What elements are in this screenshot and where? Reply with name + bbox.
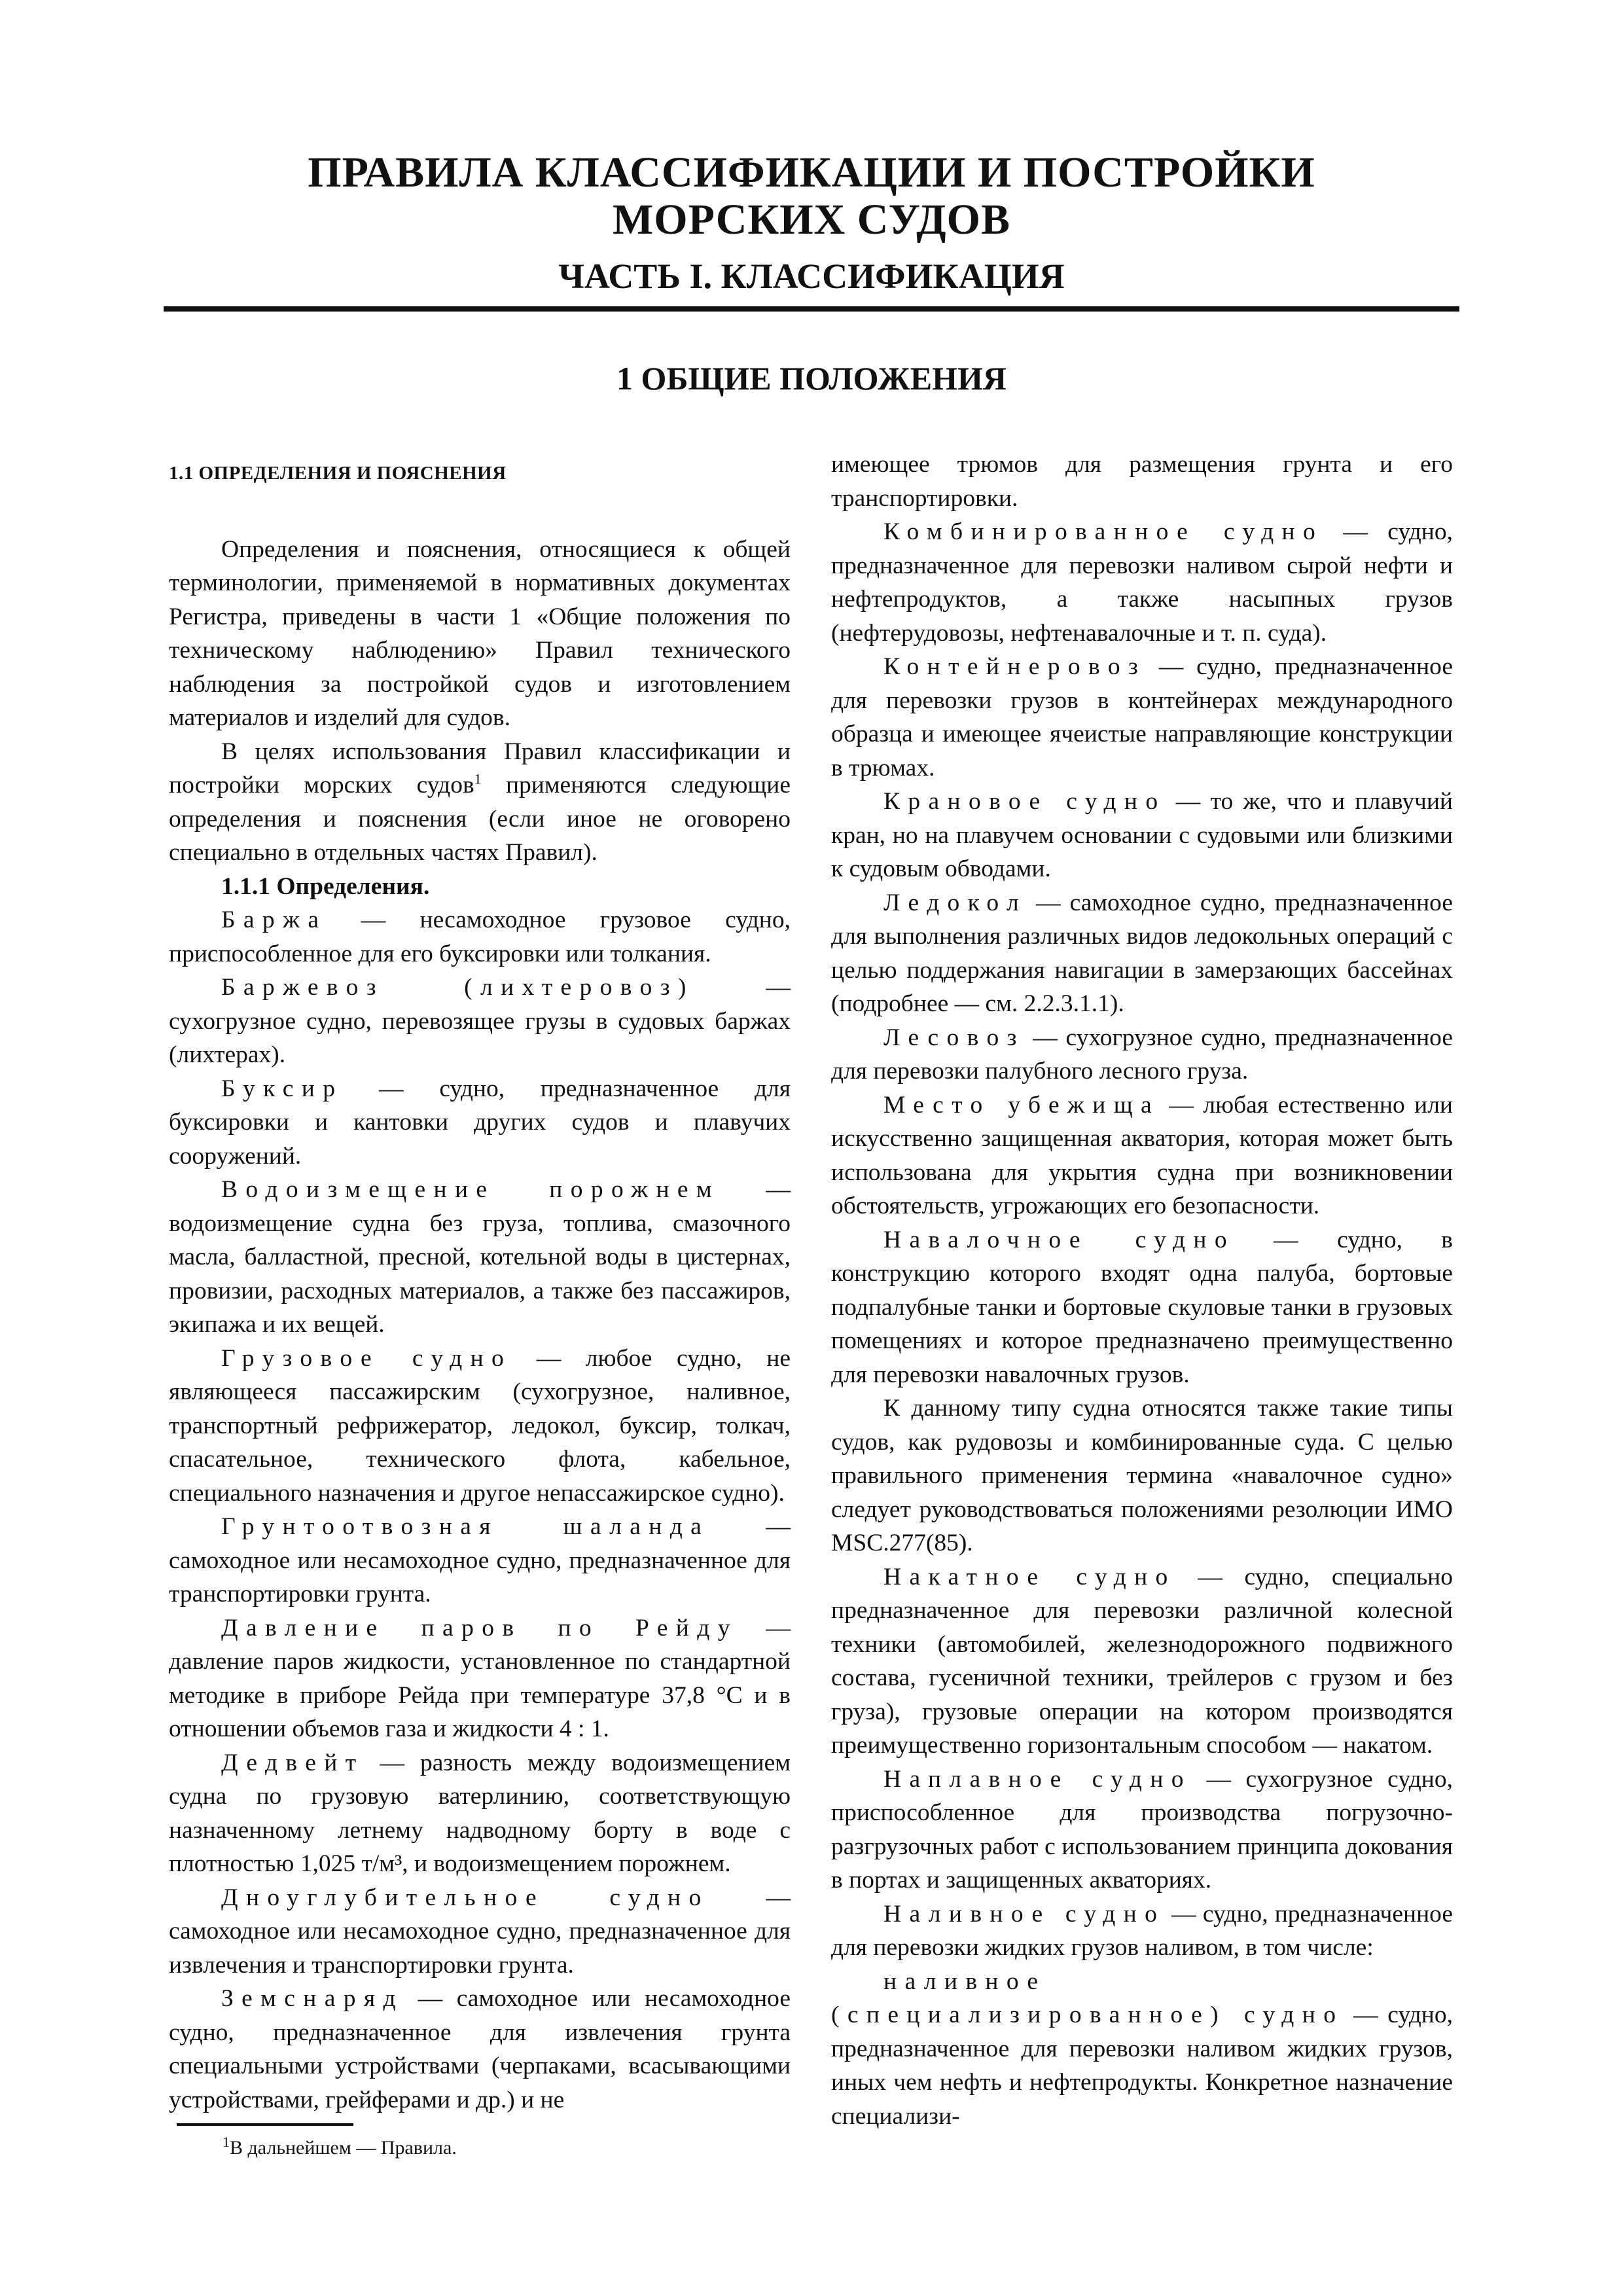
- part-title: ЧАСТЬ I. КЛАССИФИКАЦИЯ: [558, 257, 1065, 296]
- term: Баржа: [221, 906, 327, 933]
- paragraph-note: К данному типу судна относятся также такие типы судов, как рудовозы и комбинированные суда. С целью правильного применения термина «навалочное судно» следует руководствоваться положениями резолюции ИМО MSC.277(85).: [831, 1395, 1453, 1556]
- term: Дедвейт: [221, 1749, 365, 1776]
- definition: Водоизмещение порожнем — водоизмещение судна без груза, топлива, смазочного масла, балластной, пресной, котельной воды в цистернах, провизии, расходных материалов, а также без пассажиров, экипажа и их вещей.: [169, 1176, 791, 1338]
- term: Комбинированное судно: [883, 518, 1324, 545]
- title-rule: [164, 306, 1459, 312]
- definition: Место убежища — любая естественно или искусственно защищенная акватория, которая может быть использована для укрытия судна при возникновении обстоятельств, угрожающих его безопасности.: [831, 1091, 1453, 1219]
- definition: Накатное судно — судно, специально предназначенное для перевозки различной колесной техники (автомобилей, железнодорожного подвижного состава, гусеничной техники, трейлеров с грузом и без груза), грузовые операции на котором производятся преимущественно горизонтальным способом — накатом.: [831, 1563, 1453, 1759]
- term: Место убежища: [883, 1091, 1160, 1119]
- section-title: 1 ОБЩИЕ ПОЛОЖЕНИЯ: [616, 360, 1007, 397]
- definition: Буксир — судно, предназначенное для буксировки и кантовки других судов и плавучих сооружений.: [169, 1075, 791, 1170]
- definition: Земснаряд — самоходное или несамоходное судно, предназначенное для извлечения грунта специальными устройствами (черпаками, всасывающими устройствами, грейферами и др.) и не: [169, 1985, 791, 2113]
- term: Баржевоз (лихтеровоз): [221, 974, 694, 1001]
- term: Дноуглубительное судно: [221, 1884, 709, 1911]
- footnote-text: В дальнейшем — Правила.: [230, 2137, 457, 2159]
- term: Крановое судно: [883, 788, 1166, 815]
- term: Буксир: [221, 1075, 344, 1102]
- right-column: [831, 448, 1453, 2133]
- definition: Давление паров по Рейду — давление паров жидкости, установленное по стандартной методике в приборе Рейда при температуре 37,8 °С и в отношении объемов газа и жидкости 4 : 1.: [169, 1614, 791, 1742]
- left-column: [169, 445, 791, 2117]
- paragraph-intro-2: В целях использования Правил классификации и постройки морских судов$^1$ применяются следующие определения и пояснения (если иное не оговорено специально в отдельных частях Правил).: [169, 738, 791, 866]
- subsection-heading: 1.1 ОПРЕДЕЛЕНИЯ И ПОЯСНЕНИЯ: [169, 463, 507, 484]
- definition: Грунтоотвозная шаланда — самоходное или несамоходное судно, предназначенное для транспортировки грунта.: [169, 1513, 791, 1607]
- clause-heading: 1.1.1 Определения.: [221, 872, 430, 900]
- footnote: [223, 2135, 457, 2161]
- term: Земснаряд: [221, 1985, 404, 2012]
- paragraph-continuation: имеющее трюмов для размещения грунта и его транспортировки.: [831, 451, 1453, 512]
- definition: Баржа — несамоходное грузовое судно, приспособленное для его буксировки или толкания.: [169, 906, 791, 967]
- definition: Навалочное судно — судно, в конструкцию которого входят одна палуба, бортовые подпалубные танки и бортовые скуловые танки в грузовых помещениях и которое предназначено преимущественно для перевозки навалочных грузов.: [831, 1226, 1453, 1388]
- definition: Наплавное судно — сухогрузное судно, приспособленное для производства погрузочно-разгрузочных работ с использованием принципа докования в портах и защищенных акваториях.: [831, 1765, 1453, 1893]
- term: Контейнеровоз: [883, 653, 1147, 680]
- term: Лесовоз: [883, 1024, 1025, 1051]
- term: Накатное судно: [883, 1563, 1176, 1590]
- definition: Контейнеровоз — судно, предназначенное для перевозки грузов в контейнерах международного образца и имеющее ячеистые направляющие конструкции в трюмах.: [831, 653, 1453, 781]
- definition: Дедвейт — разность между водоизмещением судна по грузовую ватерлинию, соответствующую назначенному летнему надводному борту в воде с плотностью 1,025 т/м³, и водоизмещением порожнем.: [169, 1749, 791, 1877]
- term: Давление паров по Рейду: [221, 1614, 738, 1641]
- term: Грунтоотвозная шаланда: [221, 1513, 710, 1540]
- term: Водоизмещение порожнем: [221, 1176, 721, 1203]
- definition: Лесовоз — сухогрузное судно, предназначенное для перевозки палубного лесного груза.: [831, 1024, 1453, 1085]
- definition: Дноуглубительное судно — самоходное или несамоходное судно, предназначенное для извлечения и транспортировки грунта.: [169, 1884, 791, 1979]
- title-line-1: ПРАВИЛА КЛАССИФИКАЦИИ И ПОСТРОЙКИ: [308, 149, 1315, 196]
- paragraph-intro-1: Определения и пояснения, относящиеся к общей терминологии, применяемой в нормативных документах Регистра, приведены в части 1 «Общие положения по техническому наблюдению» Правил технического наблюдения за постройкой судов и изготовлением материалов и изделий для судов.: [169, 535, 791, 731]
- term: Наплавное судно: [883, 1765, 1192, 1793]
- footnote-mark: 1: [223, 2134, 230, 2150]
- definition: Наливное судно — судно, предназначенное для перевозки жидких грузов наливом, в том числе:: [831, 1900, 1453, 1961]
- footnote-rule: [177, 2123, 353, 2126]
- term: Навалочное судно: [883, 1226, 1235, 1253]
- term: Грузовое судно: [221, 1344, 512, 1372]
- title-line-2: МОРСКИХ СУДОВ: [612, 196, 1011, 243]
- term: Наливное судно: [883, 1900, 1166, 1928]
- definition: Баржевоз (лихтеровоз) — сухогрузное судно, перевозящее грузы в судовых баржах (лихтерах).: [169, 974, 791, 1068]
- term: Ледокол: [883, 889, 1027, 916]
- term: наливное (специализированное) судно: [831, 1967, 1344, 2028]
- definition: Ледокол — самоходное судно, предназначенное для выполнения различных видов ледокольных операций с целью поддержания навигации в замерзающих бассейнах (подробнее — см. 2.2.3.1.1).: [831, 889, 1453, 1017]
- document-title: [164, 149, 1459, 243]
- definition: наливное (специализированное) судно — судно, предназначенное для перевозки наливом жидких грузов, иных чем нефть и нефтепродукты. Конкретное назначение специализи-: [831, 1967, 1454, 2130]
- footnote-ref: 1: [474, 770, 482, 787]
- definition: Грузовое судно — любое судно, не являющееся пассажирским (сухогрузное, наливное, транспортный рефрижератор, ледокол, буксир, толкач, спасательное, технического флота, кабельное, специального назначения и другое непассажирское судно).: [169, 1344, 791, 1507]
- definition: Крановое судно — то же, что и плавучий кран, но на плавучем основании с судовыми или близкими к судовым обводами.: [831, 788, 1454, 882]
- definition: Комбинированное судно — судно, предназначенное для перевозки наливом сырой нефти и нефтепродуктов, а также насыпных грузов (нефтерудовозы, нефтенавалочные и т. п. суда).: [831, 518, 1454, 647]
